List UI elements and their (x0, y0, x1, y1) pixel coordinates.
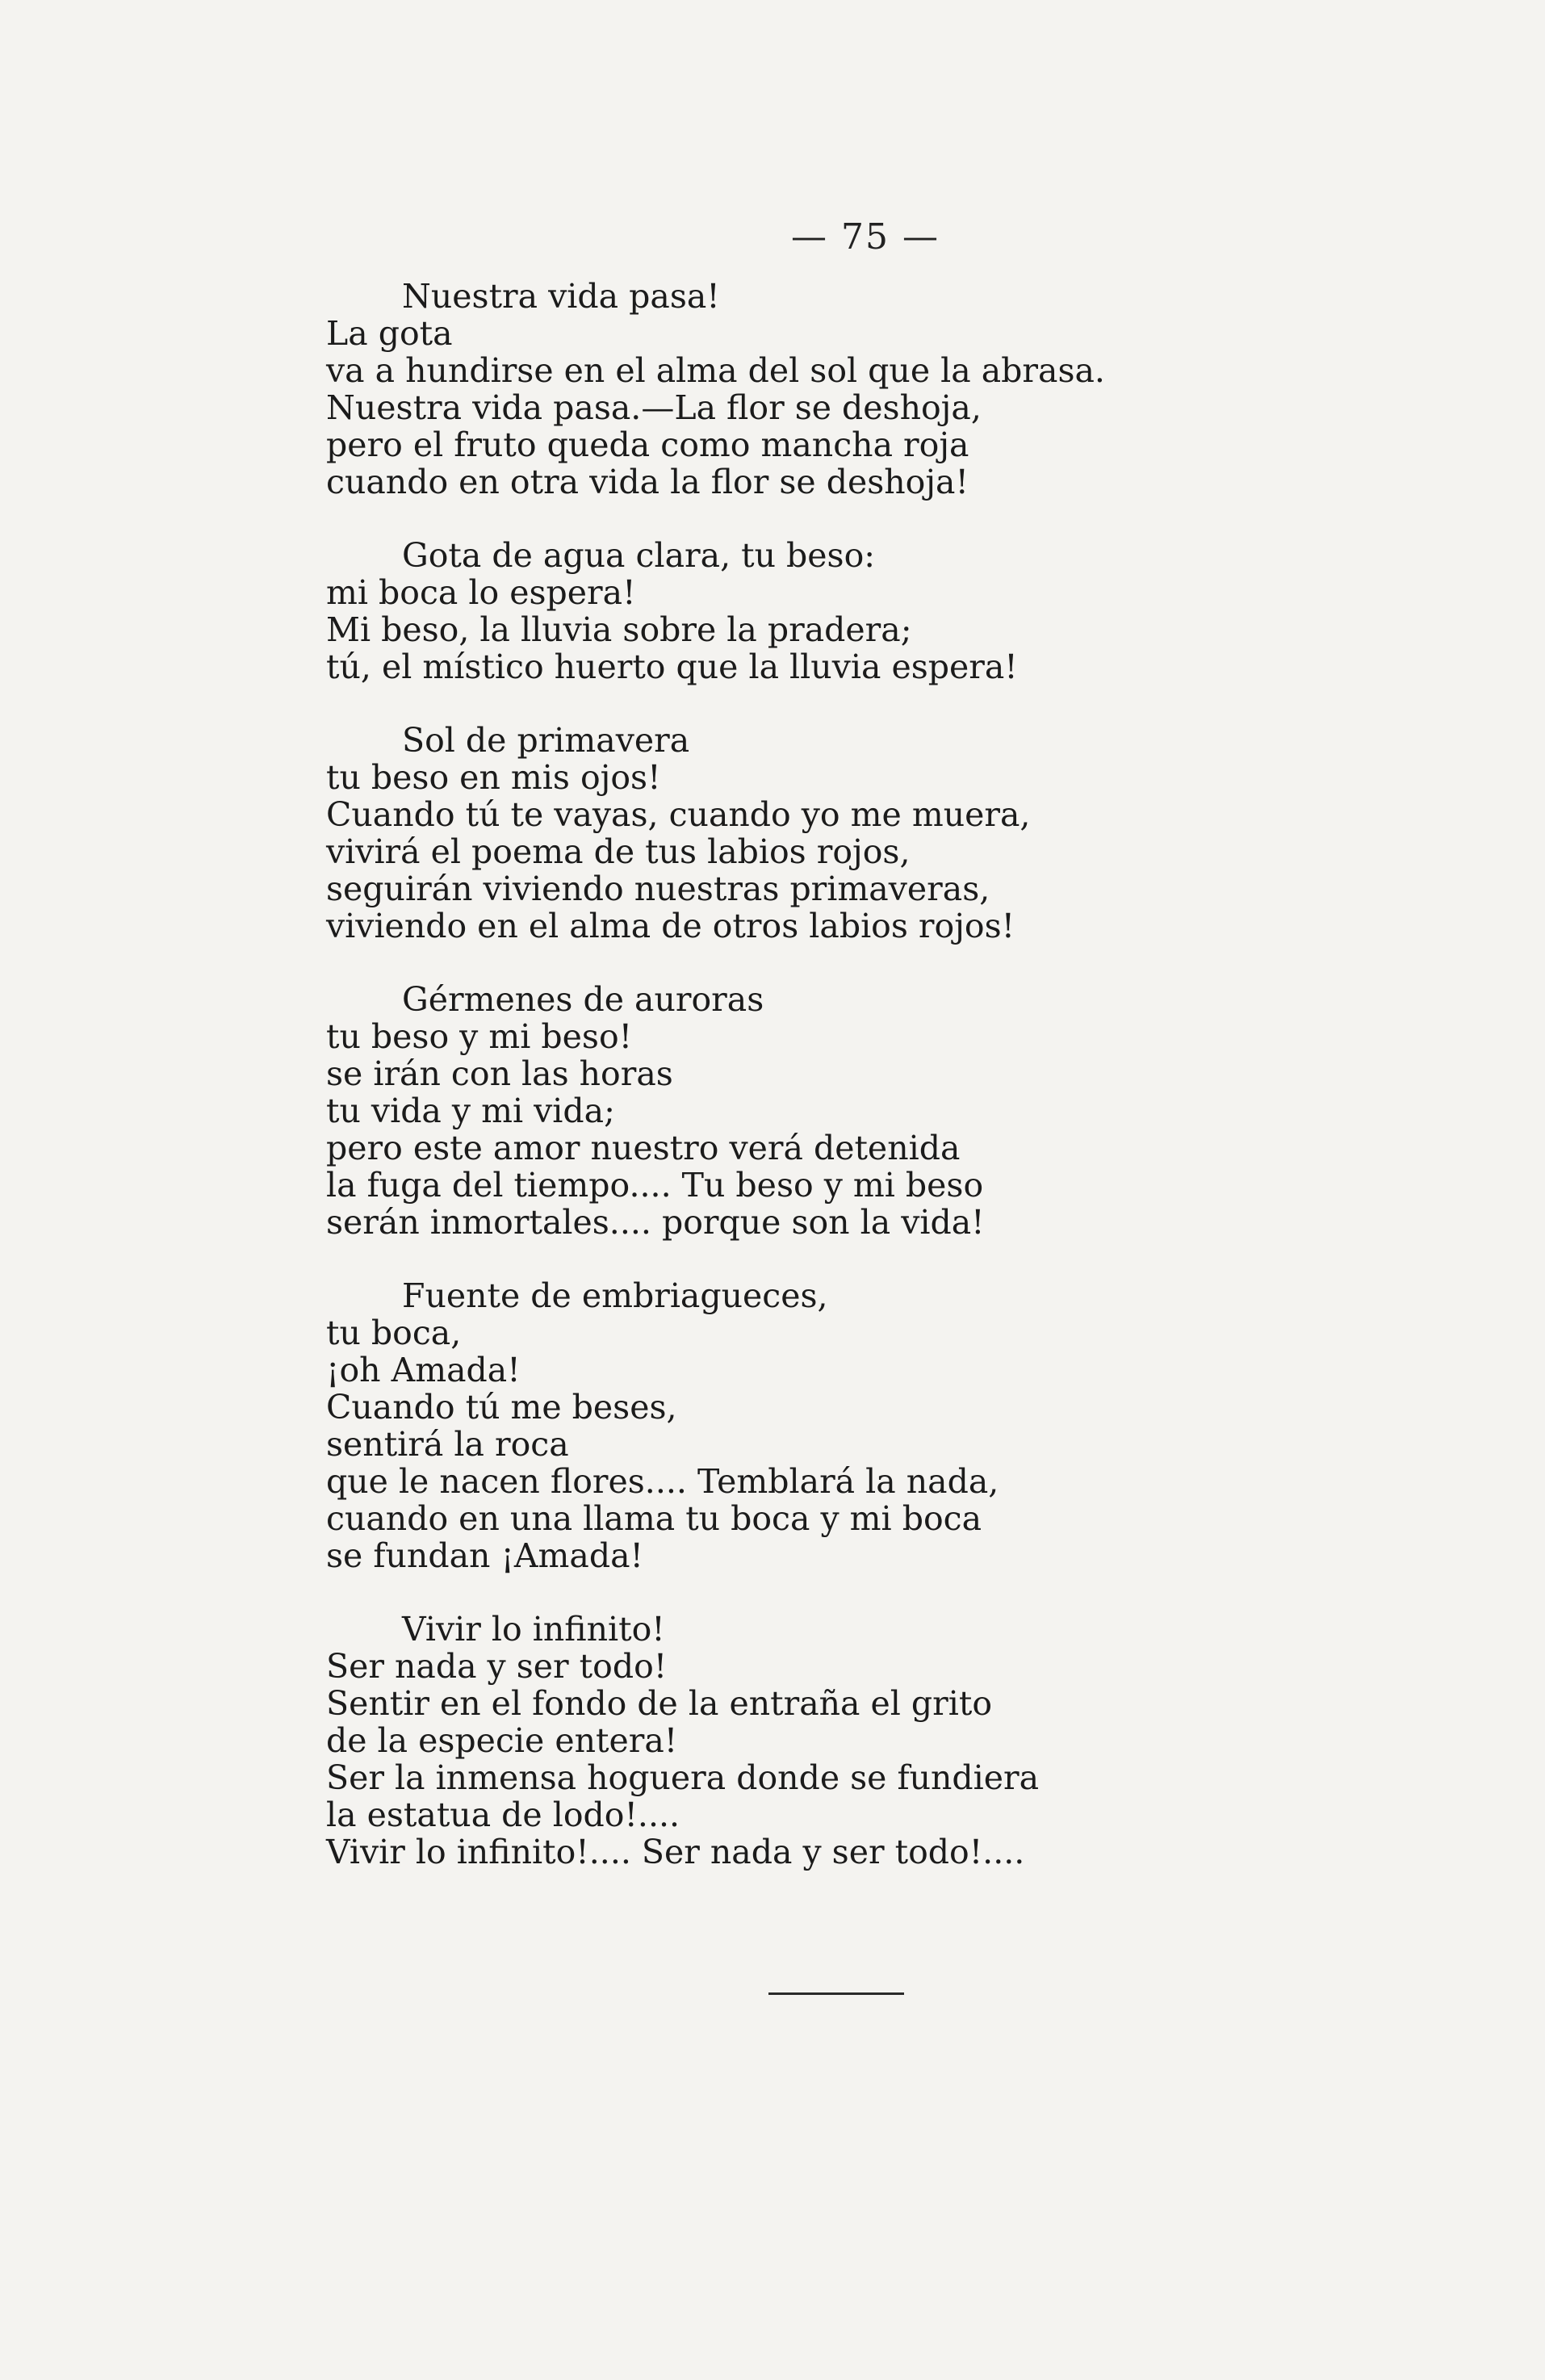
stanza (326, 981, 1295, 1241)
page-number: — 75 — (791, 216, 940, 258)
stanza (326, 1611, 1295, 1871)
poem-line: Nuestra vida pasa! (402, 277, 720, 316)
poem-line: tu boca, (326, 1314, 462, 1352)
poem-line: de la especie entera! (326, 1721, 678, 1760)
poem-line: Gérmenes de auroras (402, 980, 764, 1019)
poem-line: pero el fruto queda como mancha roja (326, 425, 969, 464)
poem-line: Cuando tú me beses, (326, 1388, 677, 1427)
poem-line: Mi beso, la lluvia sobre la pradera; (326, 610, 912, 649)
poem-line: cuando en una llama tu boca y mi boca (326, 1499, 982, 1538)
stanza (326, 1277, 1295, 1574)
poem-line: pero este amor nuestro verá detenida (326, 1129, 961, 1167)
poem-line: que le nacen flores.... Temblará la nada, (326, 1462, 999, 1501)
poem-line: mi boca lo espera! (326, 573, 636, 612)
poem-line: Gota de agua clara, tu beso: (402, 536, 876, 575)
poem-line: tu beso y mi beso! (326, 1017, 633, 1056)
poem-line: Vivir lo infinito!.... Ser nada y ser todo!.... (326, 1833, 1025, 1871)
poem-line: vivirá el poema de tus labios rojos, (326, 832, 911, 871)
poem-line: Ser nada y ser todo! (326, 1647, 668, 1686)
poem-line: tú, el místico huerto que la lluvia espera! (326, 647, 1018, 686)
poem-line: sentirá la roca (326, 1425, 569, 1464)
poem-line: se irán con las horas (326, 1054, 673, 1093)
poem-line: cuando en otra vida la flor se deshoja! (326, 463, 969, 501)
poem-line: la fuga del tiempo.... Tu beso y mi beso (326, 1166, 984, 1205)
poem-line: Sol de primavera (402, 721, 690, 760)
poem-line: viviendo en el alma de otros labios rojos! (326, 907, 1015, 945)
poem-line: Cuando tú te vayas, cuando yo me muera, (326, 795, 1031, 834)
poem-line: Ser la inmensa hoguera donde se fundiera (326, 1758, 1040, 1797)
poem-line: tu beso en mis ojos! (326, 758, 661, 797)
poem-line: va a hundirse en el alma del sol que la abrasa. (326, 351, 1105, 390)
poem-line: Sentir en el fondo de la entraña el grito (326, 1684, 993, 1723)
stanza (326, 278, 1295, 501)
stanza (326, 722, 1295, 945)
poem-body (326, 278, 1295, 1907)
poem-line: ¡oh Amada! (326, 1351, 521, 1389)
poem-line: serán inmortales.... porque son la vida! (326, 1203, 985, 1242)
poem-line: Vivir lo infinito! (402, 1610, 665, 1649)
end-divider (768, 1992, 904, 1995)
poem-line: Fuente de embriagueces, (402, 1276, 828, 1315)
poem-line: seguirán viviendo nuestras primaveras, (326, 869, 990, 908)
poem-line: Nuestra vida pasa.—La flor se deshoja, (326, 388, 982, 427)
poem-line: se fundan ¡Amada! (326, 1536, 644, 1575)
poem-line: La gota (326, 314, 453, 353)
poem-line: la estatua de lodo!.... (326, 1795, 680, 1834)
stanza (326, 537, 1295, 685)
poem-line: tu vida y mi vida; (326, 1092, 615, 1130)
